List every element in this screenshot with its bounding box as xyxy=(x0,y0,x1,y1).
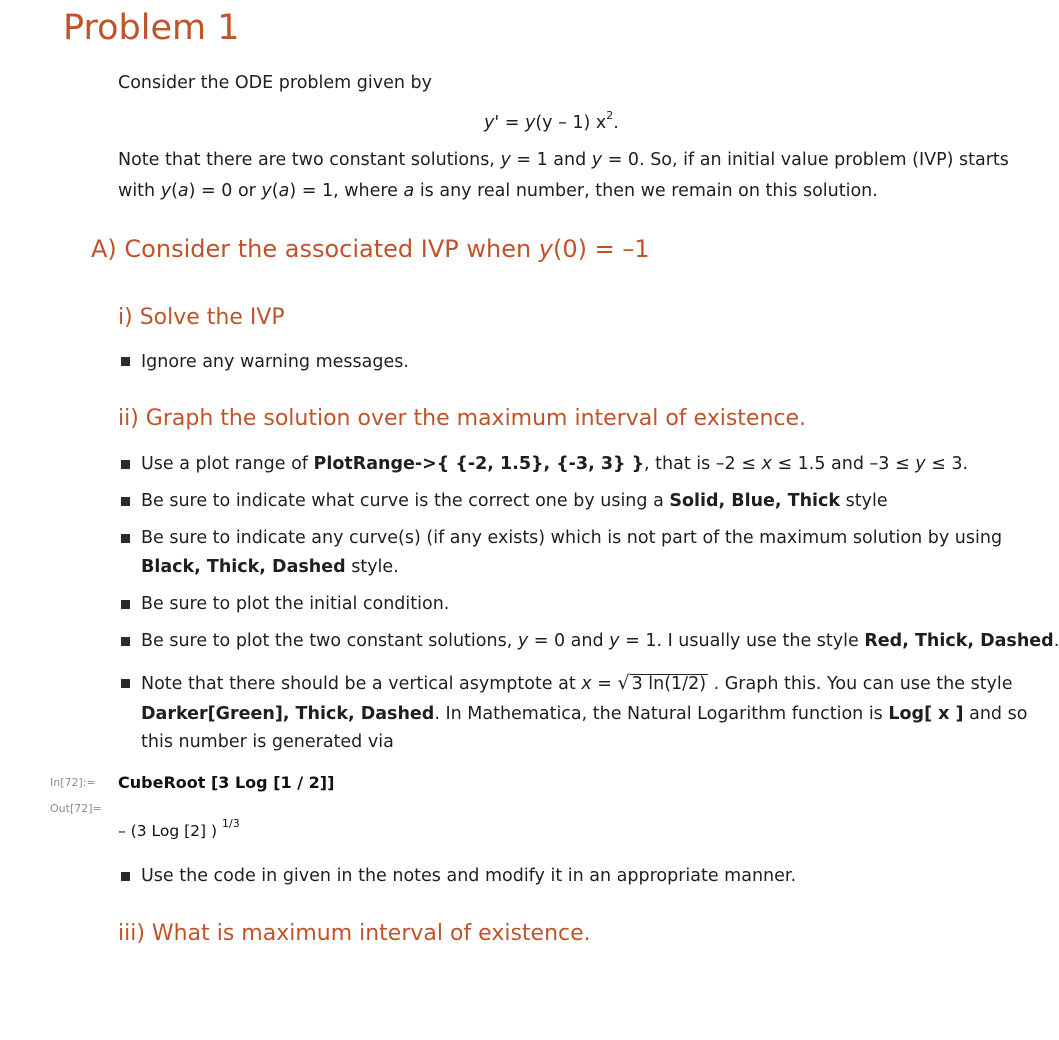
section-a-heading: A) Consider the associated IVP when y(0) = –1 xyxy=(91,235,650,263)
part-ii-bullet-3-line-2: Black, Thick, Dashed style. xyxy=(141,557,399,577)
intro-text: Consider the ODE problem given by xyxy=(118,73,432,93)
bullet-icon xyxy=(121,872,130,881)
input-cell-label: In[72]:= xyxy=(50,776,96,789)
bullet-icon xyxy=(121,534,130,543)
part-ii-bullet-5: Be sure to plot the two constant solutions, y = 0 and y = 1. I usually use the style Red, Thick, Dashed. xyxy=(141,631,1059,651)
bullet-icon xyxy=(121,357,130,366)
part-ii-heading: ii) Graph the solution over the maximum interval of existence. xyxy=(118,406,807,431)
ode-equation: y' = y(y – 1) $x^2$. xyxy=(484,109,619,133)
part-ii-bullet-6-line-1: Note that there should be a vertical asymptote at x = √ 3 ln(1/2) . Graph this. You can use the style xyxy=(141,672,1013,694)
part-i-heading: i) Solve the IVP xyxy=(118,305,285,330)
input-cell-code[interactable]: CubeRoot [3 Log [1 / 2]] xyxy=(118,773,335,792)
part-ii-bullet-6-line-3: this number is generated via xyxy=(141,732,394,752)
bullet-icon xyxy=(121,637,130,646)
part-iii-heading: iii) What is maximum interval of existence. xyxy=(118,921,591,946)
sqrt-symbol-icon: √ xyxy=(617,672,630,694)
output-cell-label: Out[72]= xyxy=(50,802,102,815)
part-i-bullet-1: Ignore any warning messages. xyxy=(141,352,409,372)
part-ii-bullet-1: Use a plot range of PlotRange->{ {-2, 1.5}, {-3, 3} }, that is –2 ≤ x ≤ 1.5 and –3 ≤ y ≤ 3. xyxy=(141,454,969,474)
part-ii-bullet-4: Be sure to plot the initial condition. xyxy=(141,594,450,614)
part-ii-bullet-6-line-2: Darker[Green], Thick, Dashed. In Mathematica, the Natural Logarithm function is Log[ x ] and so xyxy=(141,704,1028,724)
sqrt-radicand: 3 ln(1/2) xyxy=(631,674,707,694)
bullet-icon xyxy=(121,600,130,609)
note-line-1: Note that there are two constant solutions, y = 1 and y = 0. So, if an initial value problem (IVP) starts xyxy=(118,150,1009,170)
after-bullet: Use the code in given in the notes and modify it in an appropriate manner. xyxy=(141,866,797,886)
part-ii-bullet-2: Be sure to indicate what curve is the correct one by using a Solid, Blue, Thick style xyxy=(141,491,888,511)
output-cell-value[interactable]: – (3 Log [2] ) $^{1/3}$ xyxy=(118,817,240,840)
note-line-2: with y(a) = 0 or y(a) = 1, where a is any real number, then we remain on this solution. xyxy=(118,181,878,201)
page-title: Problem 1 xyxy=(63,8,240,48)
part-ii-bullet-3-line-1: Be sure to indicate any curve(s) (if any exists) which is not part of the maximum solution by using xyxy=(141,528,1003,548)
bullet-icon xyxy=(121,497,130,506)
bullet-icon xyxy=(121,679,130,688)
bullet-icon xyxy=(121,460,130,469)
